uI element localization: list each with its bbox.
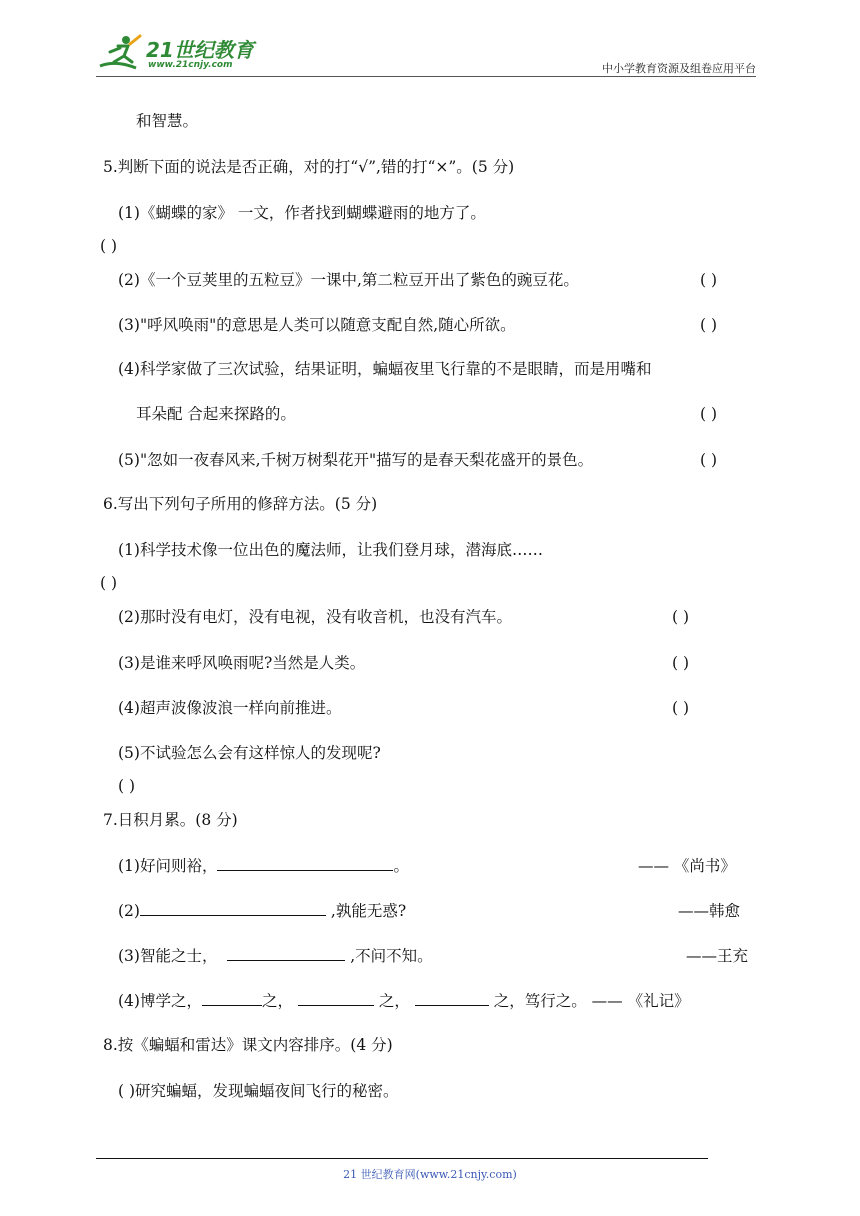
answer-blank[interactable]: ( ) — [672, 654, 690, 672]
quote-source: —— 《尚书》 — [638, 857, 736, 875]
question-6-item-3: (3)是谁来呼风唤雨呢?当然是人类。 — [118, 654, 366, 672]
page-footer: 21 世纪教育网(www.21cnjy.com) — [343, 1168, 517, 1181]
quote-source: ——韩愈 — [678, 902, 741, 920]
fill-blank[interactable] — [415, 991, 489, 1006]
fill-blank[interactable] — [227, 946, 345, 961]
question-7-item-1 — [118, 856, 409, 876]
question-6-item-2: (2)那时没有电灯，没有电视，没有收音机，也没有汽车。 — [118, 608, 512, 626]
question-7-title: 7.日积月累。(8 分) — [103, 811, 238, 829]
answer-blank[interactable]: ( ) — [700, 271, 718, 289]
question-7-item-3 — [118, 946, 433, 966]
text-fragment: (4)博学之， — [118, 992, 202, 1010]
question-8-title: 8.按《蝙蝠和雷达》课文内容排序。(4 分) — [103, 1036, 393, 1054]
answer-blank[interactable]: ( ) — [672, 608, 690, 626]
question-5-title: 5.判断下面的说法是否正确，对的打“√”,错的打“×”。(5 分) — [103, 158, 515, 176]
logo-url: www.21cnjy.com — [148, 60, 233, 70]
text-line: 和智慧。 — [136, 112, 199, 130]
answer-blank[interactable]: ( ) — [100, 574, 118, 592]
fill-blank[interactable] — [140, 901, 326, 916]
answer-blank[interactable]: ( ) — [118, 777, 136, 795]
footer-divider — [96, 1158, 708, 1159]
question-7-item-4 — [118, 991, 690, 1011]
question-5-item-1: (1)《蝴蝶的家》 一文，作者找到蝴蝶避雨的地方了。 — [118, 204, 486, 222]
question-6-item-5: (5)不试验怎么会有这样惊人的发现呢? — [118, 744, 381, 762]
text-fragment: 之，笃行之。 —— 《礼记》 — [488, 992, 690, 1010]
quote-source: ——王充 — [686, 947, 749, 965]
platform-name: 中小学教育资源及组卷应用平台 — [602, 62, 756, 75]
page-header — [96, 30, 756, 78]
answer-blank[interactable]: ( ) — [100, 237, 118, 255]
text-fragment: (1)好问则裕， — [118, 857, 218, 875]
text-fragment: 。 — [393, 857, 409, 875]
text-fragment: ,孰能无惑? — [325, 902, 407, 920]
question-5-item-4: (4)科学家做了三次试验，结果证明，蝙蝠夜里飞行靠的不是眼睛，而是用嘴和 — [118, 360, 652, 378]
text-fragment: 之， — [261, 992, 293, 1010]
question-5-item-3: (3)"呼风唤雨"的意思是人类可以随意支配自然,随心所欲。 — [118, 316, 516, 334]
answer-blank[interactable]: ( ) — [700, 451, 718, 469]
header-divider — [96, 76, 756, 77]
question-8-item-1: ( )研究蝙蝠，发现蝙蝠夜间飞行的秘密。 — [118, 1082, 399, 1100]
answer-blank[interactable]: ( ) — [700, 405, 718, 423]
text-fragment: 之， — [373, 992, 410, 1010]
question-7-item-2 — [118, 901, 406, 921]
question-5-item-2: (2)《一个豆荚里的五粒豆》一课中,第二粒豆开出了紫色的豌豆花。 — [118, 271, 579, 289]
text-fragment: (2) — [118, 902, 140, 920]
fill-blank[interactable] — [298, 991, 374, 1006]
text-fragment: (3)智能之士， — [118, 947, 218, 965]
question-5-item-5: (5)"忽如一夜春风来,千树万树梨花开"描写的是春天梨花盛开的景色。 — [118, 451, 594, 469]
fill-blank[interactable] — [202, 991, 262, 1006]
question-5-item-4-cont: 耳朵配 合起来探路的。 — [136, 405, 296, 423]
text-fragment: ,不问不知。 — [345, 947, 433, 965]
answer-blank[interactable]: ( ) — [700, 316, 718, 334]
question-6-item-4: (4)超声波像波浪一样向前推进。 — [118, 699, 342, 717]
question-6-item-1: (1)科学技术像一位出色的魔法师，让我们登月球，潜海底…… — [118, 541, 543, 559]
question-6-title: 6.写出下列句子所用的修辞方法。(5 分) — [103, 495, 378, 513]
answer-blank[interactable]: ( ) — [672, 699, 690, 717]
fill-blank[interactable] — [217, 856, 393, 871]
logo-text: 21世纪教育 — [146, 38, 254, 62]
